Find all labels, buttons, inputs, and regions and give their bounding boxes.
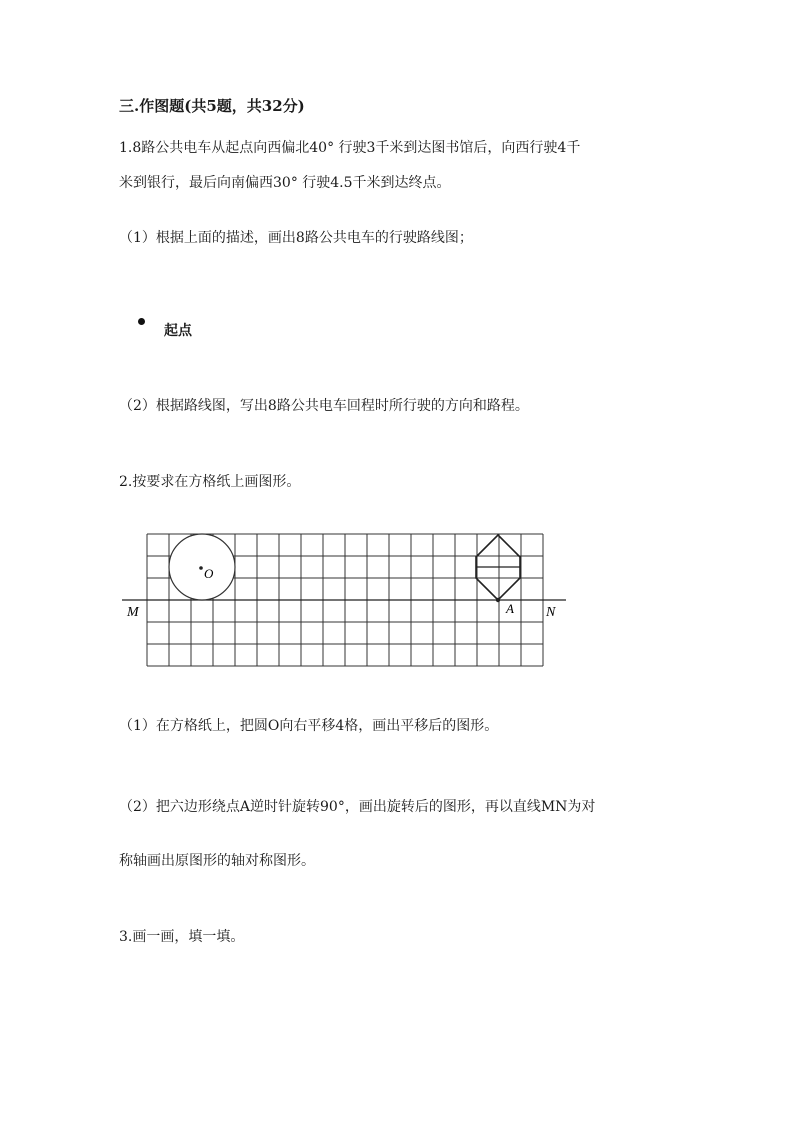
q2-part2-line1: （2）把六边形绕点A逆时针旋转90°，画出旋转后的图形，再以直线MN为对	[119, 799, 596, 815]
label-m: M	[127, 605, 139, 620]
q1-text-line2: 米到银行，最后向南偏西30° 行驶4.5千米到达终点。	[119, 175, 451, 191]
q1-part1: （1）根据上面的描述，画出8路公共电车的行驶路线图；	[119, 230, 473, 246]
q3-text-line1: 3.画一画，填一填。	[119, 929, 245, 945]
q2-part2-line2: 称轴画出原图形的轴对称图形。	[119, 853, 315, 869]
q2-text-line1: 2.按要求在方格纸上画图形。	[119, 474, 301, 490]
label-o: O	[204, 566, 214, 581]
point-a	[496, 598, 500, 602]
label-n: N	[546, 605, 556, 620]
circle-o-center	[199, 566, 203, 570]
start-point-label: 起点	[164, 323, 192, 339]
q1-text-line1: 1.8路公共电车从起点向西偏北40° 行驶3千米到达图书馆后，向西行驶4千	[119, 140, 581, 156]
q1-part2: （2）根据路线图，写出8路公共电车回程时所行驶的方向和路程。	[119, 398, 529, 414]
section-title: 三.作图题(共5题，共32分)	[119, 97, 305, 115]
q2-part1: （1）在方格纸上，把圆O向右平移4格，画出平移后的图形。	[119, 718, 499, 734]
label-a: A	[506, 601, 514, 616]
